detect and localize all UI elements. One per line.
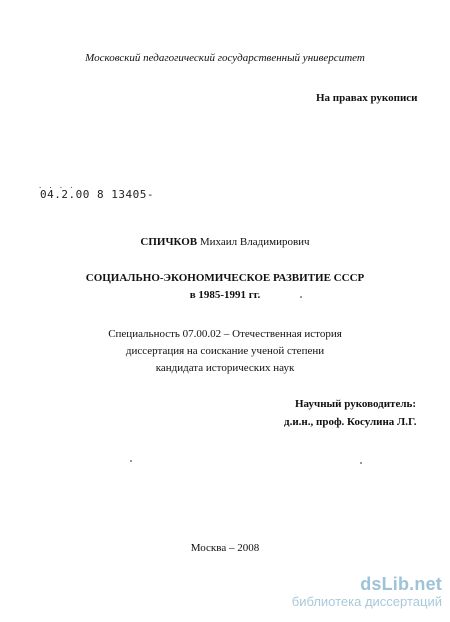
university-name: Московский педагогический государственный университет [85, 52, 365, 64]
watermark [292, 574, 442, 609]
dissertation-title-line-2: в 1985-1991 гг. [189, 289, 261, 301]
scan-speck [130, 460, 132, 462]
city-year: Москва – 2008 [190, 542, 260, 554]
degree-line: кандидата исторических наук [155, 362, 295, 374]
supervisor-name: д.и.н., проф. Косулина Л.Г. [284, 416, 417, 428]
watermark-logo: dsLib.net [360, 574, 442, 594]
scan-speck [300, 296, 302, 298]
dissertation-title-line-1: СОЦИАЛЬНО-ЭКОНОМИЧЕСКОЕ РАЗВИТИЕ СССР [85, 272, 365, 284]
stamp-marks: . . . . [38, 182, 75, 190]
author-given-names: Михаил Владимирович [199, 236, 310, 248]
scan-speck [360, 462, 362, 464]
dissertation-purpose-line: диссертация на соискание ученой степени [125, 345, 325, 357]
specialty-line: Специальность 07.00.02 – Отечественная история [108, 328, 342, 340]
supervisor-label: Научный руководитель: [295, 398, 416, 410]
author-name [0, 236, 450, 248]
author-surname: СПИЧКОВ [140, 236, 198, 248]
manuscript-rights-note: На правах рукописи [316, 92, 418, 104]
watermark-subtitle: библиотека диссертаций [291, 594, 442, 609]
library-stamp-number: 04.2.00 8 13405- [40, 188, 154, 201]
